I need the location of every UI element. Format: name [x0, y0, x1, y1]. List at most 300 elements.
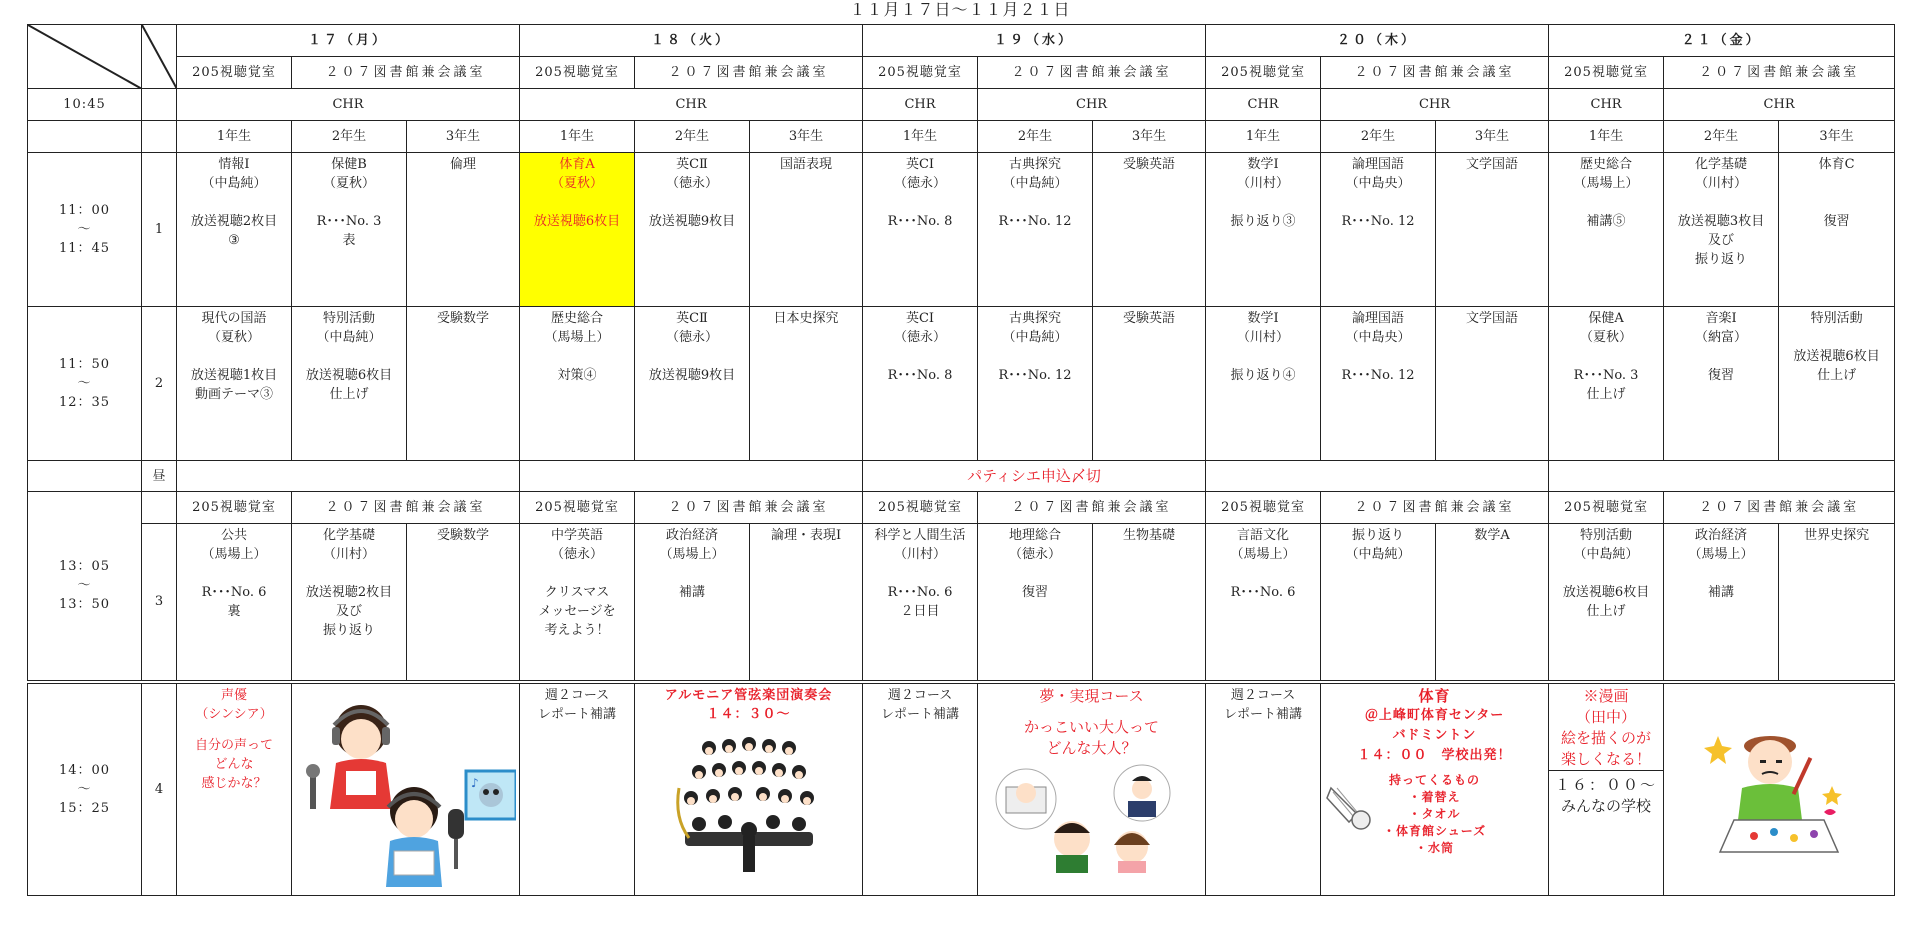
day-header-tue: １８（火） — [520, 25, 863, 57]
class-detail: （馬場上） — [544, 330, 610, 345]
class-detail — [520, 347, 634, 366]
subject-name: 政治経済 — [1695, 528, 1748, 543]
subject-name: 化学基礎 — [1695, 157, 1748, 172]
class-detail: （馬場上） — [1688, 547, 1754, 562]
room-label: 205視聴覚室 — [1206, 57, 1321, 89]
subject-name: 特別活動 — [1580, 528, 1633, 543]
class-cell — [1436, 524, 1549, 682]
class-detail: （中島純） — [1345, 547, 1411, 562]
class-detail: メッセージを — [538, 604, 616, 619]
empty-cell — [28, 461, 142, 492]
class-detail — [1321, 193, 1435, 212]
class-detail — [292, 564, 406, 583]
subject-name: 数学A — [1474, 528, 1510, 543]
time-start: 14：00 — [58, 762, 111, 778]
class-detail: 裏 — [227, 604, 241, 619]
class-cell — [1206, 153, 1321, 307]
subject-name: 古典探究 — [1009, 157, 1062, 172]
subject-name: 英CⅡ — [676, 157, 708, 172]
class-cell — [1436, 153, 1549, 307]
class-detail — [1206, 193, 1320, 212]
svg-text:♪: ♪ — [470, 776, 479, 791]
report-line: 週２コース — [887, 687, 953, 703]
class-detail — [292, 193, 406, 212]
grade-label: 1年生 — [177, 121, 292, 153]
event-line: バドミントン — [1392, 727, 1477, 743]
class-detail: 表 — [342, 233, 356, 248]
class-detail: （夏秋） — [551, 176, 604, 191]
empty-cell — [142, 121, 177, 153]
class-detail: （川村） — [322, 547, 375, 562]
class-detail: 及び — [335, 604, 362, 619]
period-number: 2 — [142, 307, 177, 461]
class-detail — [1549, 193, 1663, 212]
class-cell — [635, 307, 750, 461]
period-number: 1 — [142, 153, 177, 307]
class-detail: 放送視聴6枚目 — [533, 214, 621, 229]
class-detail: 振り返り③ — [1230, 214, 1296, 229]
subject-name: 古典探究 — [1009, 311, 1062, 326]
class-detail: 振り返り④ — [1230, 368, 1296, 383]
subject-name: 受験数学 — [437, 528, 490, 543]
subject-name: 論理・表現Ⅰ — [770, 528, 842, 543]
class-cell — [635, 524, 750, 682]
subject-name: 公共 — [220, 528, 247, 543]
class-cell — [750, 153, 863, 307]
class-cell — [1321, 524, 1436, 682]
event-line: 声優 — [220, 687, 247, 703]
class-detail — [863, 564, 977, 583]
room-label: 205視聴覚室 — [1206, 492, 1321, 524]
class-detail: 放送視聴1枚目 — [190, 368, 278, 383]
class-detail — [978, 347, 1092, 366]
painter-icon — [1704, 716, 1854, 866]
empty-cell — [1206, 461, 1549, 492]
day-header-fri: ２１（金） — [1549, 25, 1895, 57]
subject-name: 国語表現 — [780, 157, 833, 172]
chr-label: CHR — [1664, 89, 1895, 121]
period-time — [28, 307, 142, 461]
grade-label: 3年生 — [750, 121, 863, 153]
class-detail — [1549, 347, 1663, 366]
event-line: ・タオル — [1408, 806, 1461, 821]
class-cell — [1779, 524, 1895, 682]
subject-name: 科学と人間生活 — [874, 528, 966, 543]
class-detail: （中島純） — [1002, 330, 1068, 345]
event-line: みんなの学校 — [1561, 796, 1652, 815]
class-detail: R･･･No. 8 — [887, 368, 953, 383]
lunch-note: パティシエ申込〆切 — [863, 461, 1206, 492]
class-detail: （馬場上） — [1230, 547, 1296, 562]
class-detail: R･･･No. 12 — [998, 368, 1072, 383]
class-detail: （中島央） — [1345, 176, 1411, 191]
class-cell — [1779, 153, 1895, 307]
subject-name: 受験英語 — [1123, 311, 1176, 326]
event-line: ・着替え — [1408, 789, 1461, 804]
day-header-wed: １９（水） — [863, 25, 1206, 57]
class-cell — [1549, 153, 1664, 307]
room-label: ２０７図書館兼会議室 — [635, 492, 863, 524]
empty-cell — [142, 89, 177, 121]
time-end: 11：45 — [58, 241, 111, 256]
class-cell — [177, 307, 292, 461]
period-time — [28, 153, 142, 307]
schedule-table — [27, 24, 1895, 896]
subject-name: 受験英語 — [1123, 157, 1176, 172]
time-end: 15：25 — [58, 800, 111, 816]
diagonal-line-icon — [142, 25, 177, 89]
class-detail: （中島純） — [1573, 547, 1639, 562]
chr-time: 10:45 — [28, 89, 142, 121]
class-detail — [1549, 564, 1663, 583]
subject-name: 生物基礎 — [1123, 528, 1176, 543]
time-end: 13：50 — [58, 597, 111, 613]
event-line: 自分の声って — [194, 737, 273, 753]
class-cell — [520, 153, 635, 307]
grade-label: 2年生 — [292, 121, 407, 153]
class-detail — [1779, 193, 1894, 212]
event-line: アルモニア管弦楽団演奏会 — [664, 687, 833, 703]
grade-label: 2年生 — [1321, 121, 1436, 153]
class-cell — [177, 153, 292, 307]
subject-name: 歴史総合 — [551, 311, 604, 326]
subject-name: 情報Ⅰ — [218, 157, 250, 172]
event-line: 持ってくるもの — [1389, 772, 1481, 787]
subject-name: 受験数学 — [437, 311, 490, 326]
class-cell — [863, 307, 978, 461]
class-detail: R･･･No. 3 — [316, 214, 382, 229]
class-detail: 放送視聴6枚目 — [305, 368, 393, 383]
class-detail: 動画テーマ③ — [194, 387, 273, 402]
class-detail: 振り返り — [1695, 252, 1748, 267]
event-line: 楽しくなる！ — [1561, 749, 1652, 768]
minna-school — [1549, 770, 1663, 845]
class-detail: 対策④ — [557, 368, 597, 383]
class-detail: 仕上げ — [329, 387, 369, 402]
time-end: 12：35 — [58, 395, 111, 410]
subject-name: 特別活動 — [322, 311, 375, 326]
time-start: 11：00 — [58, 203, 111, 218]
event-line: 体育 — [1418, 686, 1451, 705]
room-label: 205視聴覚室 — [1549, 57, 1664, 89]
class-detail — [1206, 564, 1320, 583]
date-range: １１月１７日〜１１月２１日 — [849, 0, 1071, 19]
class-detail — [635, 193, 749, 212]
class-detail: （馬場上） — [1573, 176, 1639, 191]
subject-name: 体育C — [1818, 157, 1855, 172]
class-detail: 仕上げ — [1586, 604, 1626, 619]
room-label: 205視聴覚室 — [863, 57, 978, 89]
time-start: 13：05 — [58, 559, 111, 575]
class-detail: 放送視聴6枚目 — [1562, 585, 1650, 600]
voice-actor-icon — [296, 691, 516, 891]
class-detail: 及び — [1708, 233, 1735, 248]
class-detail: 放送視聴9枚目 — [648, 368, 736, 383]
room-label: 205視聴覚室 — [1549, 492, 1664, 524]
subject-name: 政治経済 — [666, 528, 719, 543]
event-line: １４：３０〜 — [706, 706, 791, 722]
class-detail — [177, 347, 291, 366]
class-detail: 補講 — [679, 585, 706, 600]
class-detail — [863, 193, 977, 212]
period-number: 4 — [142, 682, 177, 896]
class-detail: （川村） — [1237, 176, 1290, 191]
class-detail — [1664, 193, 1778, 212]
event-line: （田中） — [1576, 707, 1637, 726]
subject-name: 言語文化 — [1237, 528, 1290, 543]
class-cell — [407, 524, 520, 682]
room-label: ２０７図書館兼会議室 — [292, 492, 520, 524]
class-detail: R･･･No. 6 — [1230, 585, 1296, 600]
subject-name: 保健B — [331, 157, 367, 172]
class-detail: 放送視聴2枚目 — [305, 585, 393, 600]
event-line: 感じかな？ — [201, 775, 267, 791]
class-detail — [520, 193, 634, 212]
event-line: １６：００〜 — [1555, 775, 1658, 794]
subject-name: 音楽Ⅰ — [1705, 311, 1737, 326]
room-label: 205視聴覚室 — [520, 492, 635, 524]
subject-name: 倫理 — [450, 157, 477, 172]
class-cell — [863, 524, 978, 682]
class-cell — [750, 524, 863, 682]
class-cell — [292, 153, 407, 307]
chr-label: CHR — [520, 89, 863, 121]
class-cell — [1093, 524, 1206, 682]
class-cell — [1549, 524, 1664, 682]
painter-illustration — [1664, 682, 1895, 896]
lunch-label: 昼 — [142, 461, 177, 492]
empty-cell — [177, 461, 520, 492]
class-cell — [1206, 307, 1321, 461]
class-cell — [750, 307, 863, 461]
class-cell — [1549, 307, 1664, 461]
class-detail: クリスマス — [544, 585, 610, 600]
class-cell — [1779, 307, 1895, 461]
class-detail: R･･･No. 12 — [1341, 214, 1415, 229]
class-cell — [1664, 524, 1779, 682]
class-detail: 復習 — [1022, 585, 1049, 600]
room-label: ２０７図書館兼会議室 — [978, 57, 1206, 89]
period-row-2 — [28, 307, 1895, 461]
class-cell — [978, 307, 1093, 461]
class-cell — [1664, 307, 1779, 461]
subject-name: 日本史探究 — [773, 311, 839, 326]
class-detail: （夏秋） — [322, 176, 375, 191]
class-detail: 補講⑤ — [1586, 214, 1626, 229]
report-line: レポート補講 — [538, 706, 617, 722]
class-detail: （徳永） — [1009, 547, 1062, 562]
period-row-3 — [28, 524, 1895, 682]
time-tilde: 〜 — [77, 578, 92, 594]
class-detail: R･･･No. 12 — [1341, 368, 1415, 383]
event-line: 夢・実現コース — [1039, 686, 1144, 705]
grade-label: 3年生 — [407, 121, 520, 153]
class-detail — [978, 193, 1092, 212]
class-detail: 放送視聴2枚目 — [190, 214, 278, 229]
room-label: ２０７図書館兼会議室 — [292, 57, 520, 89]
report-line: レポート補講 — [881, 706, 960, 722]
room-label: ２０７図書館兼会議室 — [1321, 57, 1549, 89]
class-detail: R･･･No. 8 — [887, 214, 953, 229]
grade-label: 2年生 — [635, 121, 750, 153]
period-time — [28, 682, 142, 896]
class-cell — [1436, 307, 1549, 461]
event-voice-actor — [177, 682, 292, 896]
subject-name: 論理国語 — [1352, 311, 1405, 326]
class-cell — [520, 307, 635, 461]
chr-label: CHR — [1321, 89, 1549, 121]
grade-label: 3年生 — [1436, 121, 1549, 153]
event-line: ・体育館シューズ — [1382, 823, 1487, 838]
grade-label: 1年生 — [863, 121, 978, 153]
class-detail — [978, 564, 1092, 583]
grade-label: 1年生 — [1206, 121, 1321, 153]
class-cell — [177, 524, 292, 682]
event-dream-course — [978, 682, 1206, 896]
subject-name: 地理総合 — [1009, 528, 1062, 543]
grade-label: 3年生 — [1779, 121, 1895, 153]
event-line — [978, 707, 1205, 717]
class-detail — [177, 193, 291, 212]
subject-name: 数学Ⅰ — [1247, 311, 1279, 326]
class-cell — [1093, 153, 1206, 307]
event-orchestra — [635, 682, 863, 896]
class-detail: ③ — [228, 233, 240, 248]
class-detail — [520, 564, 634, 583]
orchestra-icon — [669, 728, 829, 878]
class-detail — [635, 347, 749, 366]
class-cell — [863, 153, 978, 307]
room-label: ２０７図書館兼会議室 — [1664, 492, 1895, 524]
room-label: 205視聴覚室 — [177, 492, 292, 524]
corner-diagonal-cell — [28, 25, 142, 89]
room-label: ２０７図書館兼会議室 — [1321, 492, 1549, 524]
empty-cell — [142, 492, 177, 524]
event-line: ・水筒 — [1415, 840, 1455, 855]
subject-name: 英CⅠ — [905, 157, 935, 172]
subject-name: 数学Ⅰ — [1247, 157, 1279, 172]
class-detail: （川村） — [894, 547, 947, 562]
event-line — [177, 724, 291, 736]
day-header-mon: １７（月） — [177, 25, 520, 57]
subject-name: 英CⅠ — [905, 311, 935, 326]
class-detail: （徳永） — [551, 547, 604, 562]
corner-diagonal-small — [142, 25, 177, 89]
event-line: かっこいい大人って — [1024, 717, 1160, 736]
report-supplement — [1206, 682, 1321, 896]
class-detail — [1321, 347, 1435, 366]
report-supplement — [520, 682, 635, 896]
class-detail: （徳永） — [666, 330, 719, 345]
class-detail — [1206, 347, 1320, 366]
diagonal-line-icon — [28, 25, 142, 89]
class-cell — [1321, 307, 1436, 461]
chr-label: CHR — [1206, 89, 1321, 121]
class-cell — [520, 524, 635, 682]
class-detail: （中島純） — [316, 330, 382, 345]
empty-cell — [1549, 461, 1895, 492]
grade-label: 3年生 — [1093, 121, 1206, 153]
class-detail — [635, 564, 749, 583]
chr-label: CHR — [863, 89, 978, 121]
class-detail: R･･･No. 6 — [201, 585, 267, 600]
class-detail: 仕上げ — [1817, 368, 1857, 383]
report-supplement — [863, 682, 978, 896]
class-cell — [635, 153, 750, 307]
chr-label: CHR — [978, 89, 1206, 121]
class-cell — [1206, 524, 1321, 682]
class-detail: （夏秋） — [207, 330, 260, 345]
class-detail: R･･･No. 12 — [998, 214, 1072, 229]
empty-cell — [28, 121, 142, 153]
report-line: レポート補講 — [1224, 706, 1303, 722]
report-line: 週２コース — [1230, 687, 1296, 703]
class-detail: 放送視聴9枚目 — [648, 214, 736, 229]
class-detail: ２日目 — [900, 604, 940, 619]
subject-name: 英CⅡ — [676, 311, 708, 326]
grade-label: 1年生 — [1549, 121, 1664, 153]
event-manga — [1549, 682, 1664, 896]
chr-label: CHR — [177, 89, 520, 121]
grade-label: 2年生 — [978, 121, 1093, 153]
event-line: 絵を描くのが — [1561, 728, 1652, 747]
subject-name: 歴史総合 — [1580, 157, 1633, 172]
class-detail: 放送視聴3枚目 — [1677, 214, 1765, 229]
class-detail: （中島純） — [201, 176, 267, 191]
class-detail — [177, 564, 291, 583]
subject-name: 文学国語 — [1466, 157, 1519, 172]
event-line: １４：００ 学校出発！ — [1357, 747, 1512, 763]
day-header-thu: ２０（木） — [1206, 25, 1549, 57]
chr-label: CHR — [1549, 89, 1664, 121]
class-detail: （夏秋） — [1580, 330, 1633, 345]
class-cell — [978, 524, 1093, 682]
class-cell — [407, 307, 520, 461]
class-detail: （徳永） — [666, 176, 719, 191]
class-detail — [863, 347, 977, 366]
room-label: 205視聴覚室 — [177, 57, 292, 89]
event-line: ＠上峰町体育センター — [1364, 707, 1505, 723]
class-detail: 復習 — [1708, 368, 1735, 383]
room-label: ２０７図書館兼会議室 — [635, 57, 863, 89]
subject-name: 化学基礎 — [322, 528, 375, 543]
class-detail: （徳永） — [894, 330, 947, 345]
event-line: どんな大人？ — [1046, 738, 1137, 757]
period-row-1 — [28, 153, 1895, 307]
class-detail: （中島純） — [1002, 176, 1068, 191]
subject-name: 振り返り — [1352, 528, 1405, 543]
period-number: 3 — [142, 524, 177, 682]
class-detail: 放送視聴6枚目 — [1793, 349, 1880, 364]
room-label: 205視聴覚室 — [520, 57, 635, 89]
class-detail: （川村） — [1237, 330, 1290, 345]
time-start: 11：50 — [58, 357, 111, 372]
event-line: （シンシア） — [195, 706, 273, 722]
room-label: ２０７図書館兼会議室 — [978, 492, 1206, 524]
event-pe-badminton — [1321, 682, 1549, 896]
class-cell — [1093, 307, 1206, 461]
class-cell — [1321, 153, 1436, 307]
room-label: ２０７図書館兼会議室 — [1664, 57, 1895, 89]
period-time — [28, 492, 142, 682]
time-tilde: 〜 — [77, 222, 92, 237]
subject-name: 世界史探究 — [1804, 528, 1870, 543]
class-detail: R･･･No. 3 — [1573, 368, 1639, 383]
class-detail: （馬場上） — [659, 547, 725, 562]
subject-name: 現代の国語 — [201, 311, 267, 326]
class-cell — [292, 307, 407, 461]
event-line: ※漫画 — [1583, 686, 1629, 705]
